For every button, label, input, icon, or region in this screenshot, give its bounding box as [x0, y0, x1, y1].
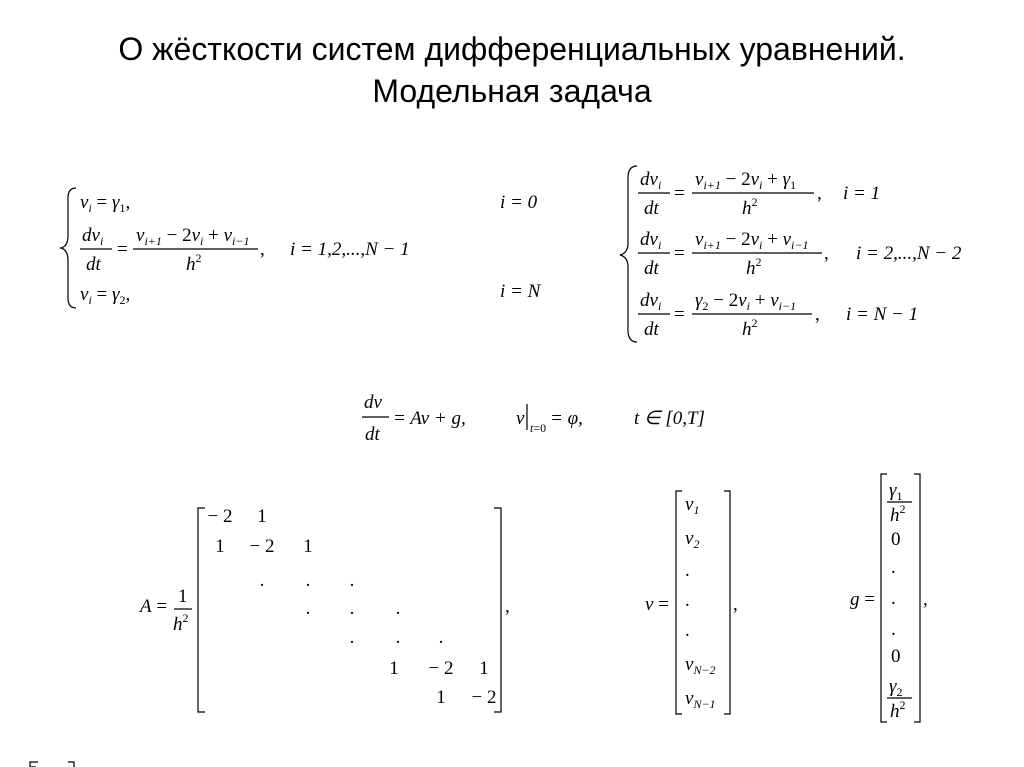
matrix-A-cell: 1	[257, 506, 267, 527]
matrix-A-cell: .	[305, 598, 311, 619]
vector-v	[645, 491, 738, 714]
svg-text:vi = γ2,: $v_i = \gamma_2$,	[80, 284, 131, 307]
svg-text:dvi: $dv_i$	[640, 290, 662, 313]
svg-text:,: ,	[824, 243, 829, 264]
svg-text:g =: g =	[850, 589, 875, 610]
svg-text:dv: dv	[364, 392, 382, 413]
right-cond-mid: i = 2,...,N − 2	[856, 243, 962, 264]
svg-text:,: ,	[260, 239, 265, 260]
ode-rhs: = Av + g,	[393, 408, 466, 429]
vector-g-left-bracket	[881, 474, 887, 722]
vector-g-entry: $\gamma_1$	[889, 480, 903, 503]
matrix-A-cell: .	[395, 598, 401, 619]
vector-g-entry: 0	[891, 529, 901, 550]
left-cond-mid: i = 1,2,...,N − 1	[290, 239, 410, 260]
vector-g	[850, 474, 928, 722]
matrix-A-cell: .	[349, 598, 355, 619]
matrix-A-cell: .	[259, 570, 265, 591]
svg-text:dt: dt	[365, 424, 380, 445]
vector-g-entry: .	[891, 588, 896, 609]
cauchy-problem	[362, 392, 705, 445]
matrix-A-cell: .	[305, 570, 311, 591]
vector-v-entry: $v_{N-1}$	[685, 688, 716, 711]
matrix-A-cell: .	[395, 627, 401, 648]
svg-text:A =: A =	[140, 596, 168, 617]
matrix-A-cell: 1	[479, 658, 489, 679]
matrix-A-cell: − 2	[428, 658, 454, 679]
matrix-A-right-bracket	[494, 508, 501, 712]
matrix-A-cell: − 2	[471, 687, 497, 708]
vector-g-right-bracket	[914, 474, 920, 722]
cropped-bracket-right	[68, 762, 74, 767]
matrix-A-cell: .	[438, 627, 444, 648]
svg-text:,: ,	[733, 594, 738, 615]
title-line-1: О жёсткости систем дифференциальных уравнений.	[118, 31, 906, 67]
matrix-A-left-bracket	[198, 508, 205, 712]
svg-text:h2: $h^2$	[173, 611, 189, 635]
svg-text:h2: $h^2$	[746, 255, 762, 279]
vector-v-entry: $v_{N-2}$	[685, 654, 716, 677]
svg-text:,: ,	[815, 304, 820, 325]
cropped-bracket	[30, 762, 38, 767]
svg-text:v: v	[516, 408, 525, 429]
svg-text:,: ,	[505, 596, 510, 617]
svg-text:dvi: $dv_i$	[82, 225, 104, 248]
vector-g-entry: 0	[891, 646, 901, 667]
vector-v-entry: .	[685, 560, 690, 581]
initial-condition: = φ,	[550, 408, 583, 429]
svg-text:γ2 − 2vi + vi−1: $\gamma_2 - 2v_i + v_{i-1}$	[695, 290, 797, 313]
svg-text:v =: v =	[645, 594, 669, 615]
vector-v-entry: .	[685, 620, 690, 641]
svg-text:dt: dt	[644, 258, 659, 279]
left-cond-N: i = N	[500, 281, 541, 302]
vector-v-right-bracket	[724, 491, 730, 714]
svg-text:dt: dt	[644, 198, 659, 219]
vector-v-left-bracket	[676, 491, 682, 714]
matrix-A-cell: 1	[303, 536, 313, 557]
left-system	[61, 188, 542, 308]
svg-text:t=0: t=0	[530, 421, 547, 435]
vector-v-entry: $v_1$	[685, 494, 700, 517]
vector-v-entry: .	[685, 590, 690, 611]
right-cond-1: i = 1	[843, 183, 881, 204]
matrix-A-cell: .	[349, 570, 355, 591]
right-system	[620, 166, 962, 342]
right-cond-last: i = N − 1	[846, 304, 919, 325]
svg-text:vi+1 − 2vi + γ1: $v_{i+1} - 2v_i + \gamma_1$	[695, 169, 797, 192]
svg-text:h2: $h^2$	[742, 316, 758, 340]
vector-g-denominator: $h^2$	[890, 502, 906, 526]
right-brace	[620, 166, 637, 342]
svg-text:vi+1 − 2vi + vi−1: $v_{i+1} - 2v_i + v_{i-1}$	[136, 225, 250, 248]
svg-text:dvi: $dv_i$	[640, 229, 662, 252]
svg-text:=: =	[117, 239, 128, 260]
svg-text:=: =	[674, 243, 685, 264]
svg-text:vi = γ1,: $v_i = \gamma_1$,	[80, 192, 131, 215]
svg-text:=: =	[674, 183, 685, 204]
vector-g-entry: .	[891, 557, 896, 578]
vector-g-denominator: $h^2$	[890, 698, 906, 722]
matrix-A-cell: − 2	[249, 536, 275, 557]
matrix-A-cell: − 2	[207, 506, 233, 527]
svg-text:dvi: $dv_i$	[640, 169, 662, 192]
left-cond-0: i = 0	[500, 192, 538, 213]
svg-text:,: ,	[817, 183, 822, 204]
svg-text:dt: dt	[644, 319, 659, 340]
matrix-A-cell: .	[349, 627, 355, 648]
vector-g-entry: $\gamma_2$	[889, 676, 903, 699]
svg-text:h2: $h^2$	[186, 251, 202, 275]
matrix-A-cell: 1	[389, 658, 399, 679]
svg-text:h2: $h^2$	[742, 195, 758, 219]
svg-text:,: ,	[923, 589, 928, 610]
svg-text:dt: dt	[86, 254, 101, 275]
title-line-2: Модельная задача	[372, 73, 652, 109]
left-brace	[61, 188, 76, 308]
vector-v-entry: $v_2$	[685, 528, 700, 551]
matrix-A-cell: 1	[436, 687, 446, 708]
svg-text:1: 1	[178, 586, 188, 607]
matrix-A-cell: 1	[215, 536, 225, 557]
time-interval: t ∈ [0,T]	[634, 408, 705, 429]
svg-text:=: =	[674, 304, 685, 325]
svg-text:vi+1 − 2vi + vi−1: $v_{i+1} - 2v_i + v_{i-1}$	[695, 229, 809, 252]
vector-g-entry: .	[891, 619, 896, 640]
matrix-A	[138, 506, 510, 712]
